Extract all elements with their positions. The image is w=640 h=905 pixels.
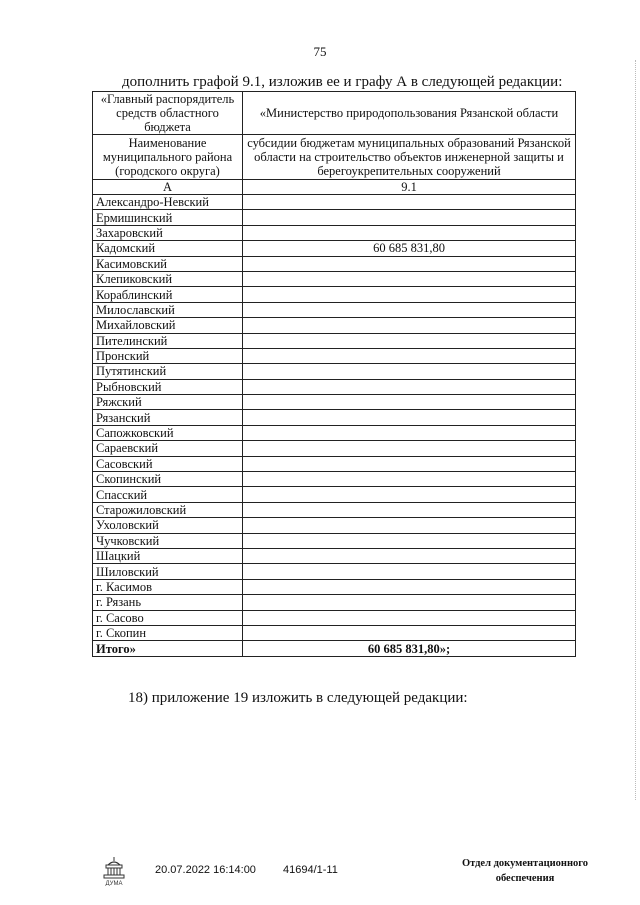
subsidy-table	[92, 91, 576, 657]
district-name: Касимовский	[93, 256, 243, 271]
subsidy-value	[243, 302, 576, 317]
table-row	[93, 333, 576, 348]
table-row	[93, 364, 576, 379]
table-row	[93, 548, 576, 563]
district-name: г. Касимов	[93, 579, 243, 594]
table-row	[93, 533, 576, 548]
district-name: г. Рязань	[93, 595, 243, 610]
total-label: Итого»	[93, 641, 243, 657]
department-line-2: обеспечения	[495, 873, 555, 884]
after-text: 18) приложение 19 изложить в следующей редакции:	[128, 690, 468, 706]
district-name: Михайловский	[93, 318, 243, 333]
district-name: Александро-Невский	[93, 195, 243, 210]
subsidy-value	[243, 610, 576, 625]
district-name: Кораблинский	[93, 287, 243, 302]
subsidy-value	[243, 256, 576, 271]
subsidy-value: 60 685 831,80	[243, 241, 576, 256]
district-name: г. Сасово	[93, 610, 243, 625]
subsidy-value	[243, 533, 576, 548]
table-row	[93, 241, 576, 256]
table-row	[93, 564, 576, 579]
district-name: Клепиковский	[93, 271, 243, 286]
subsidy-value	[243, 487, 576, 502]
table-row	[93, 579, 576, 594]
subsidy-value	[243, 456, 576, 471]
district-name: Ряжский	[93, 395, 243, 410]
table-row	[93, 302, 576, 317]
district-name: Кадомский	[93, 241, 243, 256]
subsidy-value	[243, 410, 576, 425]
subsidy-value	[243, 348, 576, 363]
header-subsidy-description: субсидии бюджетам муниципальных образований Рязанской области на строительство объектов инженерной защиты и берегоукрепительных сооружений	[243, 135, 576, 180]
header-district-name: Наименование муниципального района (городского округа)	[93, 135, 243, 180]
subsidy-value	[243, 225, 576, 240]
subsidy-value	[243, 595, 576, 610]
table-row	[93, 379, 576, 394]
table-row	[93, 410, 576, 425]
table-header-row-2	[93, 135, 576, 180]
header-budget-manager: «Главный распорядитель средств областного бюджета	[93, 92, 243, 135]
district-name: Сапожковский	[93, 425, 243, 440]
district-name: Ухоловский	[93, 518, 243, 533]
district-name: Захаровский	[93, 225, 243, 240]
subsidy-value	[243, 502, 576, 517]
district-name: Путятинский	[93, 364, 243, 379]
department-line-1: Отдел документационного	[461, 858, 589, 869]
district-name: Чучковский	[93, 533, 243, 548]
district-name: Сасовский	[93, 456, 243, 471]
table-row	[93, 625, 576, 640]
table-row	[93, 287, 576, 302]
district-name: Спасский	[93, 487, 243, 502]
table-row	[93, 395, 576, 410]
table-row	[93, 318, 576, 333]
footer-department	[440, 856, 610, 886]
page-number: 75	[313, 44, 327, 59]
table-column-ids	[93, 180, 576, 195]
subsidy-value	[243, 318, 576, 333]
table-row	[93, 425, 576, 440]
district-name: Скопинский	[93, 472, 243, 487]
table-row	[93, 456, 576, 471]
margin-marks	[632, 60, 636, 800]
subsidy-value	[243, 441, 576, 456]
district-name: Рыбновский	[93, 379, 243, 394]
table-header-row-1	[93, 92, 576, 135]
column-id-9-1: 9.1	[243, 180, 576, 195]
district-name: Ермишинский	[93, 210, 243, 225]
subsidy-value	[243, 564, 576, 579]
table-row	[93, 610, 576, 625]
subsidy-value	[243, 364, 576, 379]
duma-logo-icon	[100, 856, 128, 886]
footer-doc-number: 41694/1-11	[283, 864, 338, 876]
subsidy-value	[243, 625, 576, 640]
total-value: 60 685 831,80»;	[243, 641, 576, 657]
table-total-row	[93, 641, 576, 657]
subsidy-value	[243, 333, 576, 348]
header-ministry: «Министерство природопользования Рязанской области	[243, 92, 576, 135]
footer-timestamp: 20.07.2022 16:14:00	[155, 864, 256, 876]
footer	[0, 856, 640, 896]
district-name: г. Скопин	[93, 625, 243, 640]
table-row	[93, 595, 576, 610]
subsidy-value	[243, 379, 576, 394]
district-name: Рязанский	[93, 410, 243, 425]
district-name: Милославский	[93, 302, 243, 317]
table-row	[93, 271, 576, 286]
table-row	[93, 210, 576, 225]
table-row	[93, 195, 576, 210]
subsidy-value	[243, 472, 576, 487]
table-row	[93, 518, 576, 533]
subsidy-value	[243, 195, 576, 210]
district-name: Пронский	[93, 348, 243, 363]
subsidy-value	[243, 271, 576, 286]
district-name: Сараевский	[93, 441, 243, 456]
subsidy-value	[243, 287, 576, 302]
subsidy-value	[243, 425, 576, 440]
subsidy-value	[243, 548, 576, 563]
logo-text: ДУМА	[105, 881, 123, 886]
table-row	[93, 225, 576, 240]
table-row	[93, 472, 576, 487]
district-name: Пителинский	[93, 333, 243, 348]
subsidy-value	[243, 579, 576, 594]
district-name: Шацкий	[93, 548, 243, 563]
table-row	[93, 502, 576, 517]
intro-text: дополнить графой 9.1, изложив ее и графу А в следующей редакции:	[122, 74, 563, 90]
subsidy-value	[243, 210, 576, 225]
table-row	[93, 441, 576, 456]
district-name: Старожиловский	[93, 502, 243, 517]
column-id-a: А	[93, 180, 243, 195]
table-row	[93, 348, 576, 363]
subsidy-value	[243, 395, 576, 410]
table-row	[93, 256, 576, 271]
subsidy-value	[243, 518, 576, 533]
table-row	[93, 487, 576, 502]
district-name: Шиловский	[93, 564, 243, 579]
